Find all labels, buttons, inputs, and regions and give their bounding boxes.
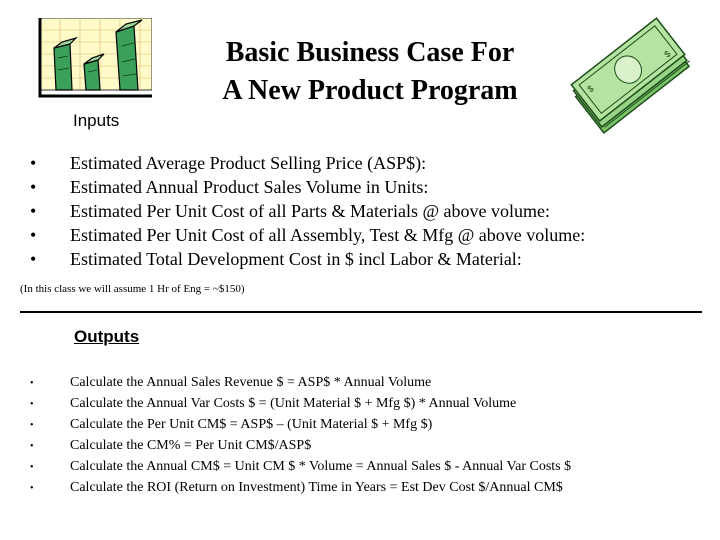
section-divider: [20, 311, 702, 313]
list-item: [30, 372, 571, 393]
input-item-text: Estimated Per Unit Cost of all Parts & Materials @ above volume:: [70, 201, 550, 221]
list-item: [30, 435, 571, 456]
inputs-list: [30, 151, 585, 271]
bar-chart-growth-icon: [34, 18, 152, 102]
input-item-text: Estimated Annual Product Sales Volume in Units:: [70, 177, 429, 197]
list-item: [30, 151, 585, 175]
bullet: •: [30, 225, 37, 245]
input-item-text: Estimated Per Unit Cost of all Assembly, Test & Mfg @ above volume:: [70, 225, 586, 245]
output-item-text: Calculate the ROI (Return on Investment) Time in Years = Est Dev Cost $/Annual CM$: [70, 480, 563, 495]
output-item-text: Calculate the Annual Sales Revenue $ = ASP$ * Annual Volume: [70, 375, 432, 390]
output-item-text: Calculate the CM% = Per Unit CM$/ASP$: [70, 438, 312, 453]
inputs-heading: Inputs: [73, 111, 120, 130]
bullet: •: [30, 201, 37, 221]
output-item-text: Calculate the Annual CM$ = Unit CM $ * Volume = Annual Sales $ - Annual Var Costs $: [70, 459, 572, 474]
list-item: [30, 247, 585, 271]
list-item: [30, 199, 585, 223]
assumption-note: (In this class we will assume 1 Hr of Eng = ~$150): [20, 283, 245, 295]
input-item-text: Estimated Average Product Selling Price (ASP$):: [70, 153, 427, 173]
bullet: •: [30, 153, 37, 173]
bullet: •: [30, 420, 34, 431]
output-item-text: Calculate the Per Unit CM$ = ASP$ – (Unit Material $ + Mfg $): [70, 417, 433, 432]
bullet: •: [30, 378, 34, 389]
outputs-list: [30, 372, 571, 498]
list-item: [30, 414, 571, 435]
title-line-1: Basic Business Case For: [225, 37, 515, 68]
bullet: •: [30, 462, 34, 473]
title-line-2: A New Product Program: [222, 75, 518, 106]
page-title: [190, 34, 550, 110]
list-item: [30, 477, 571, 498]
bullet: •: [30, 483, 34, 494]
output-item-text: Calculate the Annual Var Costs $ = (Unit Material $ + Mfg $) * Annual Volume: [70, 396, 517, 411]
outputs-heading: Outputs: [74, 327, 140, 346]
money-stack-icon: [566, 16, 690, 134]
svg-text:$: $: [585, 83, 596, 95]
list-item: [30, 175, 585, 199]
bullet: •: [30, 249, 37, 269]
list-item: [30, 393, 571, 414]
list-item: [30, 456, 571, 477]
list-item: [30, 223, 585, 247]
bullet: •: [30, 441, 34, 452]
bullet: •: [30, 177, 37, 197]
bullet: •: [30, 399, 34, 410]
input-item-text: Estimated Total Development Cost in $ incl Labor & Material:: [70, 249, 522, 269]
svg-text:$: $: [662, 48, 673, 60]
